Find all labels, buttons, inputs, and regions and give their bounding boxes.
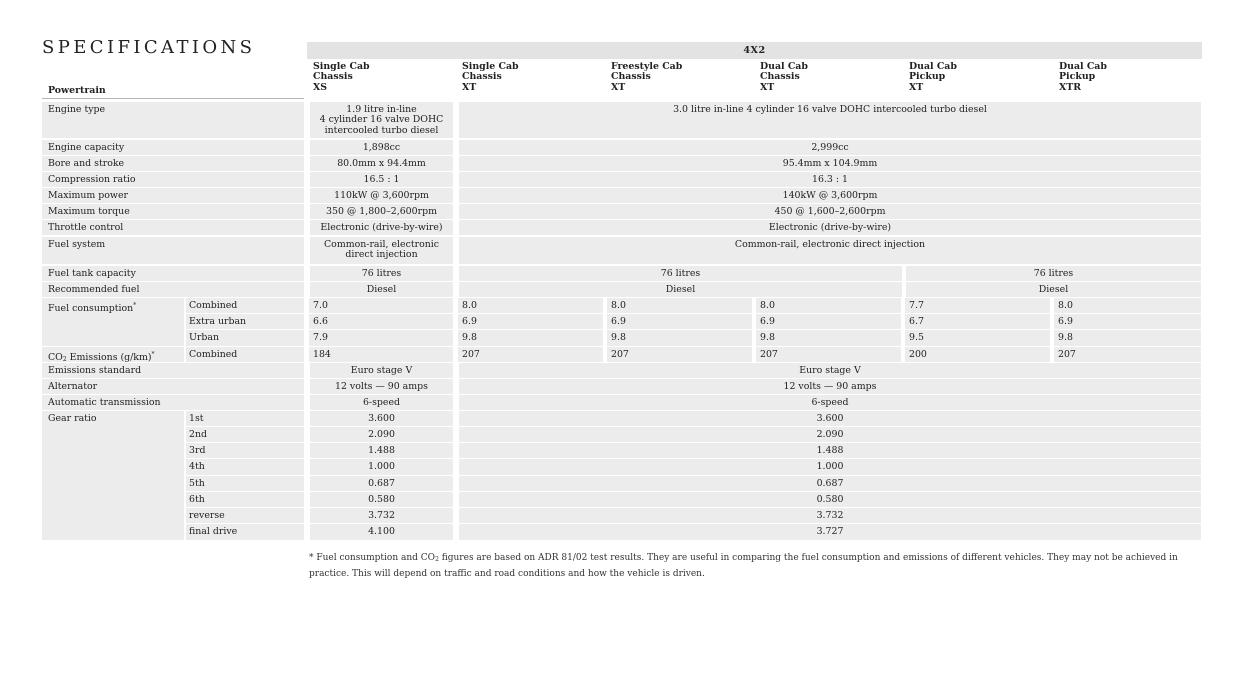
co2-value: 207: [458, 347, 603, 362]
gear-others: 1.000: [459, 459, 1201, 475]
gear-xs: 0.580: [310, 492, 453, 507]
row-label-alternator: Alternator: [42, 379, 304, 394]
emissions-others: Euro stage V: [459, 363, 1201, 378]
fc-extra-urban-value: 6.9: [458, 314, 603, 329]
fc-extra-urban-value: 6.7: [905, 314, 1050, 329]
fc-urban-value: 7.9: [309, 330, 453, 346]
fuel-tank-xs: 76 litres: [310, 266, 453, 281]
engine-type-xs: 1.9 litre in-line 4 cylinder 16 valve DOHC intercooled turbo diesel: [310, 102, 453, 138]
fc-urban-value: 9.8: [756, 330, 901, 346]
gear-sub: 1st: [186, 411, 304, 426]
alternator-xs: 12 volts — 90 amps: [310, 379, 453, 394]
max-power-xs: 110kW @ 3,600rpm: [310, 188, 453, 203]
row-label-co2: CO2 Emissions (g/km)*: [42, 347, 184, 362]
variant-header-4: Dual Cab Chassis XT: [760, 61, 808, 93]
max-power-others: 140kW @ 3,600rpm: [459, 188, 1201, 203]
section-label: Powertrain: [48, 85, 106, 96]
engine-capacity-others: 2,999cc: [459, 140, 1201, 155]
gear-sub: 4th: [186, 459, 304, 475]
fc-urban-value: 9.5: [905, 330, 1050, 346]
gear-sub: 2nd: [186, 427, 304, 442]
gear-xs: 1.488: [310, 443, 453, 458]
fc-urban-value: 9.8: [1054, 330, 1201, 346]
gear-xs: 0.687: [310, 476, 453, 491]
fc-extra-urban-value: 6.6: [309, 314, 453, 329]
row-label-auto-trans: Automatic transmission: [42, 395, 304, 410]
fc-sub-extra-urban: Extra urban: [186, 314, 304, 329]
section-header: [42, 62, 304, 99]
engine-type-others: 3.0 litre in-line 4 cylinder 16 valve DOHC intercooled turbo diesel: [459, 102, 1201, 138]
gear-sub: final drive: [186, 524, 304, 540]
gear-xs: 3.732: [310, 508, 453, 523]
row-label-throttle: Throttle control: [42, 220, 304, 235]
auto-trans-others: 6-speed: [459, 395, 1201, 410]
row-label-fuel-tank: Fuel tank capacity: [42, 266, 304, 281]
row-label-engine-type: Engine type: [42, 102, 304, 138]
emissions-xs: Euro stage V: [310, 363, 453, 378]
fc-extra-urban-value: 6.9: [607, 314, 752, 329]
fuel-system-xs: Common-rail, electronic direct injection: [310, 237, 453, 264]
row-label-gear-ratio: Gear ratio: [42, 411, 184, 540]
row-label-max-power: Maximum power: [42, 188, 304, 203]
co2-value: 207: [756, 347, 901, 362]
fuel-system-others: Common-rail, electronic direct injection: [459, 237, 1201, 264]
gear-sub: reverse: [186, 508, 304, 523]
variant-header-2: Single Cab Chassis XT: [462, 61, 519, 93]
auto-trans-xs: 6-speed: [310, 395, 453, 410]
max-torque-xs: 350 @ 1,800–2,600rpm: [310, 204, 453, 219]
bore-stroke-others: 95.4mm x 104.9mm: [459, 156, 1201, 171]
row-label-compression: Compression ratio: [42, 172, 304, 187]
gear-sub: 3rd: [186, 443, 304, 458]
fc-extra-urban-value: 6.9: [756, 314, 901, 329]
gear-others: 3.732: [459, 508, 1201, 523]
throttle-others: Electronic (drive-by-wire): [459, 220, 1201, 235]
variant-header-3: Freestyle Cab Chassis XT: [611, 61, 683, 93]
compression-others: 16.3 : 1: [459, 172, 1201, 187]
fc-extra-urban-value: 6.9: [1054, 314, 1201, 329]
fc-combined-value: 8.0: [458, 298, 603, 313]
variant-header-6: Dual Cab Pickup XTR: [1059, 61, 1107, 93]
page-title: SPECIFICATIONS: [42, 37, 256, 58]
bore-stroke-xs: 80.0mm x 94.4mm: [310, 156, 453, 171]
row-label-max-torque: Maximum torque: [42, 204, 304, 219]
fc-combined-value: 8.0: [1054, 298, 1201, 313]
fc-combined-value: 7.0: [309, 298, 453, 313]
row-label-engine-capacity: Engine capacity: [42, 140, 304, 155]
row-label-fuel-consumption: Fuel consumption*: [42, 298, 184, 346]
rec-fuel-mid: Diesel: [459, 282, 902, 297]
fc-urban-value: 9.8: [607, 330, 752, 346]
rec-fuel-last: Diesel: [906, 282, 1201, 297]
fc-sub-urban: Urban: [186, 330, 304, 346]
fc-combined-value: 8.0: [607, 298, 752, 313]
fc-urban-value: 9.8: [458, 330, 603, 346]
gear-xs: 1.000: [310, 459, 453, 475]
gear-others: 3.727: [459, 524, 1201, 540]
fc-combined-value: 8.0: [756, 298, 901, 313]
fuel-tank-last: 76 litres: [906, 266, 1201, 281]
footnote: * Fuel consumption and CO2 figures are based on ADR 81/02 test results. They are useful in comparing the fuel consumption and emissions of different vehicles. They may not be achieved in practice. This will depend on traffic and road conditions and how the vehicle is driven.: [309, 553, 1178, 579]
row-label-fuel-system: Fuel system: [42, 237, 304, 264]
gear-xs: 3.600: [310, 411, 453, 426]
row-label-rec-fuel: Recommended fuel: [42, 282, 304, 297]
rec-fuel-xs: Diesel: [310, 282, 453, 297]
alternator-others: 12 volts — 90 amps: [459, 379, 1201, 394]
gear-sub: 5th: [186, 476, 304, 491]
co2-value: 207: [1054, 347, 1201, 362]
engine-capacity-xs: 1,898cc: [310, 140, 453, 155]
gear-others: 0.687: [459, 476, 1201, 491]
row-label-emissions: Emissions standard: [42, 363, 304, 378]
gear-others: 3.600: [459, 411, 1201, 426]
row-label-bore-stroke: Bore and stroke: [42, 156, 304, 171]
co2-value: 184: [309, 347, 453, 362]
variant-header-5: Dual Cab Pickup XT: [909, 61, 957, 93]
compression-xs: 16.5 : 1: [310, 172, 453, 187]
co2-value: 207: [607, 347, 752, 362]
co2-sub-combined: Combined: [186, 347, 304, 362]
variant-header-1: Single Cab Chassis XS: [313, 61, 370, 93]
co2-value: 200: [905, 347, 1050, 362]
throttle-xs: Electronic (drive-by-wire): [310, 220, 453, 235]
gear-xs: 2.090: [310, 427, 453, 442]
fc-combined-value: 7.7: [905, 298, 1050, 313]
gear-others: 0.580: [459, 492, 1201, 507]
max-torque-others: 450 @ 1,600–2,600rpm: [459, 204, 1201, 219]
fc-sub-combined: Combined: [186, 298, 304, 313]
gear-others: 2.090: [459, 427, 1201, 442]
fuel-tank-mid: 76 litres: [459, 266, 902, 281]
drive-type-header: 4X2: [307, 42, 1202, 59]
gear-others: 1.488: [459, 443, 1201, 458]
gear-sub: 6th: [186, 492, 304, 507]
gear-xs: 4.100: [310, 524, 453, 540]
